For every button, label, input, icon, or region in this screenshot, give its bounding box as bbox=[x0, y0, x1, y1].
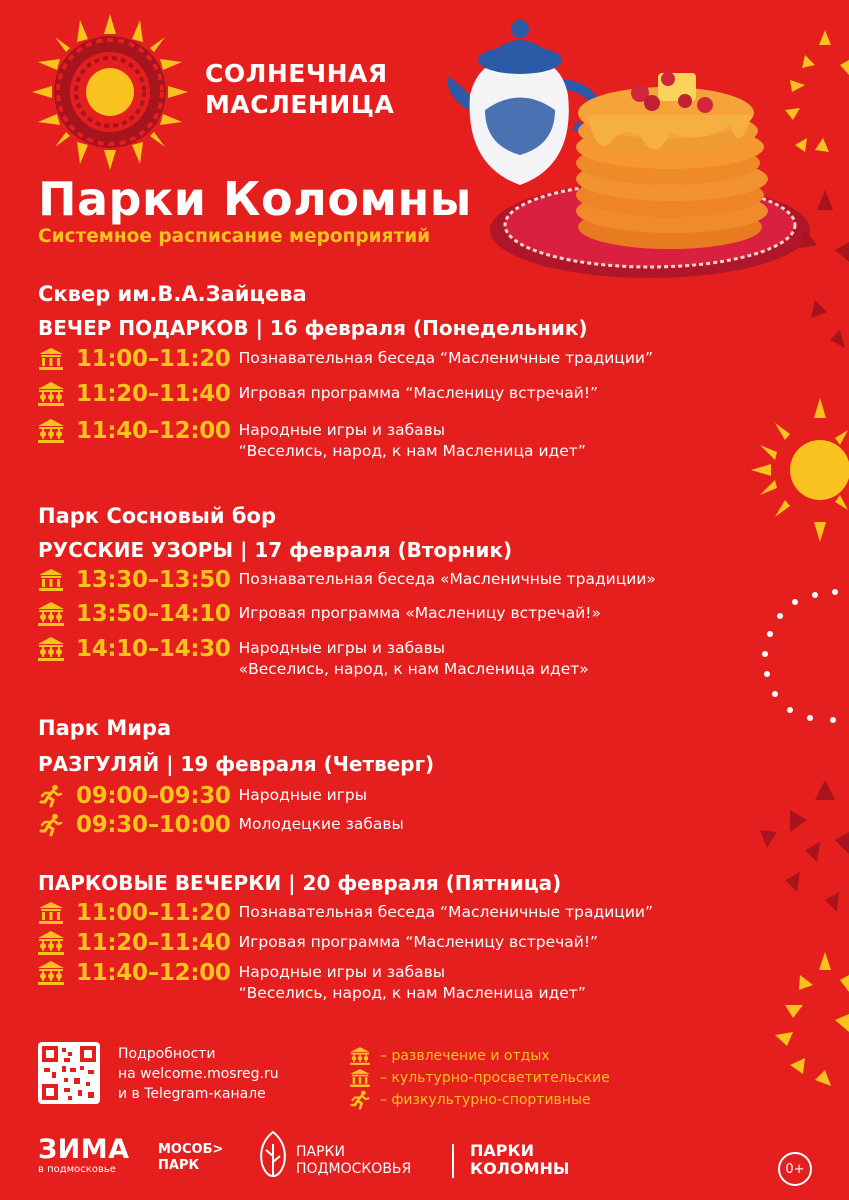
schedule-row bbox=[36, 418, 586, 468]
museum-icon bbox=[36, 900, 66, 926]
schedule-row bbox=[36, 567, 656, 597]
carousel-icon bbox=[36, 930, 66, 956]
museum-icon bbox=[350, 1069, 370, 1087]
carousel-icon bbox=[36, 381, 66, 407]
event-description-line-1: Молодецкие забавы bbox=[238, 815, 404, 833]
schedule-row bbox=[36, 812, 404, 842]
museum-icon bbox=[36, 567, 66, 593]
schedule-row bbox=[36, 346, 653, 376]
legend bbox=[350, 1045, 610, 1111]
event-time: 09:30–10:00 bbox=[76, 812, 231, 838]
side-ornaments bbox=[745, 20, 849, 1140]
event-description bbox=[239, 902, 653, 923]
zima-logo bbox=[38, 1136, 130, 1176]
event-description-line-1: Народные игры и забавы bbox=[238, 639, 446, 657]
carousel-icon bbox=[36, 636, 66, 662]
more-info-line-2[interactable]: на welcome.mosreg.ru bbox=[118, 1066, 279, 1082]
event-description-line-2: “Веселись, народ, к нам Масленица идет” bbox=[238, 984, 586, 1002]
age-rating-text: 0+ bbox=[785, 1161, 805, 1177]
brand-title bbox=[205, 58, 394, 120]
event-description-line-1: Народные игры и забавы bbox=[238, 421, 446, 439]
more-info bbox=[118, 1044, 279, 1104]
legend-item bbox=[350, 1089, 610, 1111]
event-description bbox=[239, 932, 598, 953]
parks-podmoskovya-line-1: ПАРКИ bbox=[296, 1144, 345, 1160]
event-heading-3: РАЗГУЛЯЙ | 19 февраля (Четверг) bbox=[38, 752, 435, 776]
event-description-line-1: Игровая программа “Масленицу встречай!” bbox=[238, 933, 599, 951]
legend-label: – физкультурно-спортивные bbox=[380, 1092, 591, 1108]
parks-kolomna-line-2: КОЛОМНЫ bbox=[470, 1159, 570, 1178]
schedule-row bbox=[36, 960, 586, 1010]
parks-tree-icon bbox=[256, 1130, 290, 1178]
carousel-icon bbox=[36, 960, 66, 986]
carousel-icon bbox=[350, 1047, 370, 1065]
qr-code[interactable] bbox=[38, 1042, 100, 1104]
more-info-line-3[interactable]: и в Telegram-канале bbox=[118, 1086, 266, 1102]
zima-logo-text: ЗИМА bbox=[38, 1134, 130, 1165]
event-description-line-2: «Веселись, народ, к нам Масленица идет» bbox=[238, 660, 589, 678]
event-description bbox=[239, 638, 589, 680]
event-description-line-1: Игровая программа «Масленицу встречай!» bbox=[238, 604, 601, 622]
event-time: 11:20–11:40 bbox=[76, 381, 231, 407]
event-description bbox=[239, 420, 586, 462]
runner-icon bbox=[350, 1090, 370, 1110]
event-description bbox=[239, 569, 656, 590]
runner-icon bbox=[36, 812, 66, 838]
schedule-row bbox=[36, 783, 367, 813]
event-description-line-1: Игровая программа “Масленицу встречай!” bbox=[238, 384, 599, 402]
event-description-line-1: Познавательная беседа «Масленичные традиции» bbox=[238, 570, 656, 588]
mosobl-park-line-2: ПАРК bbox=[158, 1158, 200, 1173]
event-time: 13:30–13:50 bbox=[76, 567, 231, 593]
event-time: 11:40–12:00 bbox=[76, 418, 231, 444]
schedule-row bbox=[36, 636, 589, 686]
event-time: 13:50–14:10 bbox=[76, 601, 231, 627]
schedule-row bbox=[36, 381, 598, 411]
event-time: 11:20–11:40 bbox=[76, 930, 231, 956]
page-subtitle: Системное расписание мероприятий bbox=[38, 226, 431, 247]
venue-title-2: Парк Сосновый бор bbox=[38, 504, 276, 528]
legend-label: – культурно-просветительские bbox=[380, 1070, 610, 1086]
event-description-line-1: Народные игры и забавы bbox=[238, 963, 446, 981]
logo-divider bbox=[452, 1144, 454, 1178]
event-time: 14:10–14:30 bbox=[76, 636, 231, 662]
mosobl-park-line-1: МОСОБ> bbox=[158, 1142, 224, 1157]
schedule-row bbox=[36, 930, 598, 960]
page-title: Парки Коломны bbox=[38, 172, 472, 226]
event-description bbox=[239, 603, 601, 624]
brand-line-2: МАСЛЕНИЦА bbox=[205, 90, 395, 119]
event-description bbox=[239, 383, 598, 404]
brand-line-1: СОЛНЕЧНАЯ bbox=[205, 59, 388, 88]
runner-icon bbox=[36, 783, 66, 809]
event-description-line-1: Познавательная беседа “Масленичные традиции” bbox=[238, 349, 654, 367]
zima-logo-sub: в подмосковье bbox=[38, 1164, 116, 1175]
legend-item bbox=[350, 1067, 610, 1089]
parks-podmoskovya-logo bbox=[296, 1144, 411, 1178]
event-time: 11:00–11:20 bbox=[76, 346, 231, 372]
schedule-row bbox=[36, 601, 601, 631]
legend-label: – развлечение и отдых bbox=[380, 1048, 550, 1064]
venue-title-1: Сквер им.В.А.Зайцева bbox=[38, 282, 307, 306]
more-info-line-1: Подробности bbox=[118, 1046, 216, 1062]
event-description bbox=[239, 814, 404, 835]
schedule-row bbox=[36, 900, 653, 930]
museum-icon bbox=[36, 346, 66, 372]
event-heading-1: ВЕЧЕР ПОДАРКОВ | 16 февраля (Понедельник) bbox=[38, 316, 588, 340]
sun-logo-icon bbox=[30, 12, 190, 172]
parks-podmoskovya-line-2: ПОДМОСКОВЬЯ bbox=[296, 1161, 412, 1177]
parks-kolomna-logo bbox=[470, 1142, 569, 1178]
venue-title-3: Парк Мира bbox=[38, 716, 172, 740]
event-description bbox=[239, 785, 367, 806]
event-description-line-2: “Веселись, народ, к нам Масленица идет” bbox=[238, 442, 586, 460]
age-rating-badge bbox=[778, 1152, 812, 1186]
carousel-icon bbox=[36, 418, 66, 444]
event-description bbox=[239, 348, 653, 369]
event-time: 11:40–12:00 bbox=[76, 960, 231, 986]
event-heading-4: ПАРКОВЫЕ ВЕЧЕРКИ | 20 февраля (Пятница) bbox=[38, 871, 562, 895]
event-description-line-1: Народные игры bbox=[238, 786, 367, 804]
legend-item bbox=[350, 1045, 610, 1067]
event-description bbox=[239, 962, 586, 1004]
parks-kolomna-line-1: ПАРКИ bbox=[470, 1141, 534, 1160]
event-heading-2: РУССКИЕ УЗОРЫ | 17 февраля (Вторник) bbox=[38, 538, 513, 562]
event-time: 11:00–11:20 bbox=[76, 900, 231, 926]
carousel-icon bbox=[36, 601, 66, 627]
event-description-line-1: Познавательная беседа “Масленичные традиции” bbox=[238, 903, 654, 921]
event-time: 09:00–09:30 bbox=[76, 783, 231, 809]
mosobl-park-logo bbox=[158, 1142, 223, 1174]
